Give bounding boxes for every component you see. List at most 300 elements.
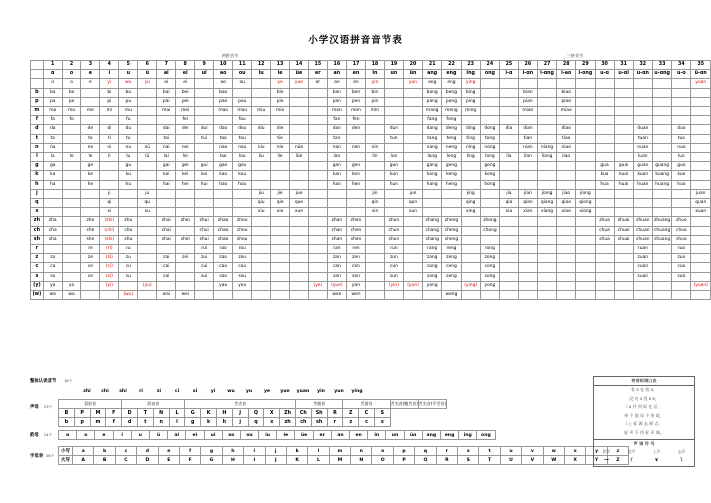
syllable-cell: nüe — [290, 143, 309, 152]
syllable-cell — [138, 235, 157, 244]
yunmu-item: ao — [222, 431, 240, 440]
zimu-lower: s — [458, 447, 479, 456]
syllable-cell — [366, 254, 385, 263]
syllable-cell: ɑ — [43, 79, 62, 88]
syllable-cell: tie — [271, 134, 290, 143]
section-label-left: 两拼音节 — [221, 53, 239, 58]
syllable-cell — [633, 97, 652, 106]
syllable-cell: huang — [652, 180, 671, 189]
shengmu-lower: d — [122, 418, 138, 427]
syllable-cell: lia — [500, 153, 519, 162]
syllable-cell — [176, 134, 195, 143]
shengmu-lower: sh — [311, 418, 327, 427]
syllable-cell: nou — [233, 143, 252, 152]
syllable-cell: nuo — [672, 143, 691, 152]
zimu-upper: Q — [415, 456, 436, 465]
final-header: u-ɑi — [614, 70, 633, 79]
syllable-cell: fen — [346, 116, 365, 125]
syllable-cell: geng — [442, 162, 461, 171]
syllable-cell — [652, 263, 671, 272]
syllable-cell: tou — [233, 134, 252, 143]
col-number: 14 — [290, 61, 309, 70]
syllable-cell: yong — [480, 281, 499, 290]
yunmu-item: ü — [149, 431, 167, 440]
syllable-cell: shuan — [633, 235, 652, 244]
syllable-cell: le — [81, 153, 100, 162]
initial-header: x — [31, 208, 44, 217]
syllable-cell — [595, 272, 614, 281]
syllable-cell: mei — [176, 107, 195, 116]
syllable-cell: zui — [195, 254, 214, 263]
syllable-cell: pi — [100, 97, 119, 106]
syllable-cell: sai — [157, 272, 176, 281]
syllable-cell — [195, 199, 214, 208]
syllable-cell: hai — [157, 180, 176, 189]
tone-rule-line: 单 个 韵 母 不 用 说， — [624, 412, 664, 418]
col-number: 28 — [557, 61, 576, 70]
syllable-cell — [346, 153, 365, 162]
syllable-cell — [43, 245, 62, 254]
syllable-cell: nu — [119, 143, 138, 152]
syllable-cell — [518, 272, 537, 281]
syllable-cell — [308, 199, 327, 208]
col-number: 21 — [423, 61, 442, 70]
syllable-cell: du — [119, 125, 138, 134]
syllable-cell — [138, 116, 157, 125]
zimu-upper: O — [372, 456, 393, 465]
syllable-cell — [595, 263, 614, 272]
syllable-cell — [308, 171, 327, 180]
syllable-cell: qing — [461, 199, 480, 208]
syllable-cell — [403, 116, 422, 125]
syllable-cell — [403, 217, 422, 226]
syllable-cell — [290, 263, 309, 272]
syllable-cell: sang — [423, 272, 442, 281]
zhengti-syllable: yun — [334, 389, 344, 394]
syllable-cell: za — [43, 254, 62, 263]
syllable-cell — [290, 281, 309, 290]
syllable-cell — [500, 226, 519, 235]
col-number: 31 — [614, 61, 633, 70]
syllable-cell — [308, 245, 327, 254]
syllable-cell: jie — [271, 189, 290, 198]
syllable-cell — [214, 199, 233, 208]
initial-header: k — [31, 171, 44, 180]
syllable-cell: tai — [157, 134, 176, 143]
syllable-cell — [100, 162, 119, 171]
syllable-cell: (chi) — [100, 226, 119, 235]
final-header: iu — [252, 70, 271, 79]
syllable-cell: qi — [100, 199, 119, 208]
syllable-cell — [652, 189, 671, 198]
syllable-cell — [652, 208, 671, 217]
shengmu-lower: q — [248, 418, 264, 427]
syllable-cell — [403, 180, 422, 189]
syllable-cell: guo — [672, 162, 691, 171]
initial-header: sh — [31, 235, 44, 244]
syllable-cell — [252, 171, 271, 180]
final-header: ai — [157, 70, 176, 79]
syllable-cell — [557, 263, 576, 272]
syllable-cell: nong — [480, 143, 499, 152]
syllable-cell: jing — [461, 189, 480, 198]
syllable-cell: tun — [384, 134, 403, 143]
syllable-cell: neng — [442, 143, 461, 152]
syllable-cell — [366, 235, 385, 244]
syllable-cell — [500, 245, 519, 254]
syllable-cell — [138, 88, 157, 97]
final-header: er — [308, 70, 327, 79]
syllable-cell — [384, 107, 403, 116]
syllable-cell: duan — [633, 125, 652, 134]
syllable-cell: xuan — [691, 208, 711, 217]
syllable-cell: ma — [43, 107, 62, 116]
syllable-cell: chai — [157, 226, 176, 235]
syllable-cell: chen — [346, 226, 365, 235]
syllable-cell: na — [43, 143, 62, 152]
syllable-cell — [500, 143, 519, 152]
syllable-cell — [500, 254, 519, 263]
syllable-cell — [576, 143, 595, 152]
syllable-cell — [271, 254, 290, 263]
syllable-cell — [518, 217, 537, 226]
shengmu-upper: L — [169, 409, 185, 418]
syllable-cell — [233, 189, 252, 198]
syllable-cell: chuan — [633, 226, 652, 235]
syllable-cell: bao — [214, 88, 233, 97]
syllable-cell — [691, 272, 711, 281]
syllable-cell — [576, 281, 595, 290]
syllable-cell — [557, 235, 576, 244]
syllable-cell — [652, 254, 671, 263]
syllable-cell: pin — [366, 97, 385, 106]
syllable-cell — [271, 162, 290, 171]
col-number: 17 — [346, 61, 365, 70]
syllable-cell: kuai — [614, 171, 633, 180]
syllable-cell — [62, 245, 81, 254]
zhengti-syllable: yue — [280, 389, 290, 394]
syllable-cell: ping — [461, 97, 480, 106]
syllable-cell — [672, 208, 691, 217]
shengmu-lower: ch — [295, 418, 311, 427]
syllable-cell — [576, 291, 595, 300]
syllable-cell: yao — [214, 281, 233, 290]
syllable-cell — [576, 171, 595, 180]
final-header: üe — [290, 70, 309, 79]
initial-header: ch — [31, 226, 44, 235]
syllable-cell — [308, 189, 327, 198]
syllable-cell: fu — [119, 116, 138, 125]
syllable-cell — [308, 180, 327, 189]
shengmu-lower: k — [201, 418, 217, 427]
syllable-cell: lie — [271, 153, 290, 162]
syllable-cell — [423, 199, 442, 208]
syllable-cell — [366, 291, 385, 300]
syllable-cell — [252, 226, 271, 235]
syllable-cell: lun — [384, 153, 403, 162]
syllable-cell: nian — [518, 143, 537, 152]
syllable-cell — [138, 291, 157, 300]
syllable-cell — [195, 97, 214, 106]
syllable-cell — [537, 134, 556, 143]
yunmu-item: ong — [477, 431, 495, 440]
syllable-cell: dai — [157, 125, 176, 134]
syllable-cell: long — [480, 153, 499, 162]
syllable-cell: huo — [672, 180, 691, 189]
syllable-cell: hua — [595, 180, 614, 189]
syllable-cell — [195, 116, 214, 125]
initial-header: m — [31, 107, 44, 116]
tone-name: 去声 — [677, 449, 686, 454]
syllable-cell: sao — [214, 272, 233, 281]
syllable-cell: xun — [403, 208, 422, 217]
syllable-cell: yan — [346, 281, 365, 290]
syllable-cell: kou — [233, 171, 252, 180]
syllable-cell: lüe — [290, 153, 309, 162]
syllable-cell: hong — [480, 180, 499, 189]
initial-header: p — [31, 97, 44, 106]
final-header: ün — [403, 70, 422, 79]
syllable-cell: ruan — [633, 245, 652, 254]
syllable-cell — [62, 189, 81, 198]
syllable-cell — [138, 125, 157, 134]
syllable-cell — [346, 208, 365, 217]
zimu-lower: k — [286, 447, 307, 456]
initial-header: t — [31, 134, 44, 143]
syllable-cell: liu — [252, 153, 271, 162]
syllable-cell: san — [327, 272, 346, 281]
syllable-cell — [595, 88, 614, 97]
shengmu-upper: H — [216, 409, 232, 418]
syllable-cell: qiong — [576, 199, 595, 208]
syllable-cell: luo — [672, 153, 691, 162]
syllable-cell: dui — [195, 125, 214, 134]
final-header: ao — [214, 70, 233, 79]
yunmu-item: ing — [459, 431, 477, 440]
shengmu-upper: Sh — [311, 409, 327, 418]
tone-rule-line: 有 ɑ 先 找 ɑ， — [630, 387, 658, 392]
col-number: 4 — [100, 61, 119, 70]
syllable-cell: she — [81, 235, 100, 244]
final-header: ing — [461, 70, 480, 79]
syllable-cell: cun — [384, 263, 403, 272]
syllable-cell — [138, 217, 157, 226]
zimu-upper: T — [479, 456, 500, 465]
col-number: 11 — [233, 61, 252, 70]
yunmu-label: 韵母 — [30, 433, 39, 438]
syllable-cell: huai — [614, 180, 633, 189]
syllable-cell: guai — [614, 162, 633, 171]
syllable-cell — [366, 245, 385, 254]
syllable-cell: ce — [81, 263, 100, 272]
syllable-cell: hun — [384, 180, 403, 189]
syllable-cell: wa — [43, 291, 62, 300]
syllable-cell: chuang — [652, 226, 671, 235]
syllable-cell — [518, 281, 537, 290]
zimu-lower: q — [415, 447, 436, 456]
syllable-cell: shei — [176, 235, 195, 244]
syllable-cell — [157, 245, 176, 254]
syllable-cell: bu — [119, 88, 138, 97]
syllable-cell — [403, 226, 422, 235]
syllable-cell — [576, 254, 595, 263]
syllable-cell — [500, 107, 519, 116]
syllable-cell — [614, 153, 633, 162]
col-number: 35 — [691, 61, 711, 70]
final-header: i — [100, 70, 119, 79]
syllable-cell: li — [100, 153, 119, 162]
syllable-cell — [461, 291, 480, 300]
syllable-cell — [595, 245, 614, 254]
syllable-cell: dan — [327, 125, 346, 134]
syllable-cell — [652, 88, 671, 97]
syllable-cell — [176, 272, 195, 281]
syllable-cell — [138, 245, 157, 254]
syllable-cell: e — [81, 79, 100, 88]
syllable-cell: cang — [423, 263, 442, 272]
syllable-cell: lao — [214, 153, 233, 162]
syllable-cell — [62, 263, 81, 272]
syllable-cell — [480, 97, 499, 106]
syllable-cell — [138, 272, 157, 281]
syllable-cell: shuang — [652, 235, 671, 244]
syllable-cell — [308, 107, 327, 116]
syllable-cell: suan — [633, 272, 652, 281]
syllable-cell — [138, 107, 157, 116]
syllable-cell — [576, 272, 595, 281]
syllable-cell — [119, 189, 138, 198]
shengmu-table — [58, 399, 447, 427]
col-number: 25 — [500, 61, 519, 70]
syllable-cell — [62, 199, 81, 208]
syllable-cell: zun — [384, 254, 403, 263]
syllable-cell: rong — [480, 245, 499, 254]
yunmu-item: iu — [259, 431, 277, 440]
syllable-cell: gai — [157, 162, 176, 171]
shengmu-upper: B — [59, 409, 75, 418]
syllable-cell: qiao — [557, 199, 576, 208]
syllable-cell: bo — [62, 88, 81, 97]
syllable-cell: zhuan — [633, 217, 652, 226]
syllable-cell — [384, 79, 403, 88]
zimu-lower: j — [265, 447, 286, 456]
syllable-cell: fang — [423, 116, 442, 125]
zimu-lower: c — [115, 447, 136, 456]
initial-header: (w) — [31, 291, 44, 300]
zhengti-count: 16个 — [64, 379, 73, 383]
syllable-cell — [403, 263, 422, 272]
syllable-cell: zhuang — [652, 217, 671, 226]
syllable-cell — [500, 171, 519, 180]
syllable-cell: yi — [100, 79, 119, 88]
syllable-cell — [537, 171, 556, 180]
tone-rule-line: i 上 标 调 去 掉 点， — [625, 421, 663, 427]
syllable-cell: sui — [195, 272, 214, 281]
syllable-cell — [195, 143, 214, 152]
syllable-cell: xiang — [537, 208, 556, 217]
syllable-cell: dao — [214, 125, 233, 134]
syllable-cell: sun — [384, 272, 403, 281]
syllable-cell: kuang — [652, 171, 671, 180]
syllable-cell: lü — [138, 153, 157, 162]
syllable-cell — [537, 226, 556, 235]
syllable-cell — [461, 226, 480, 235]
syllable-cell: gui — [195, 162, 214, 171]
syllable-cell — [557, 79, 576, 88]
syllable-cell — [576, 88, 595, 97]
syllable-cell — [614, 199, 633, 208]
syllable-cell: cai — [157, 263, 176, 272]
shengmu-upper: Z — [343, 409, 359, 418]
shengmu-upper: S — [374, 409, 390, 418]
syllable-cell: pang — [423, 97, 442, 106]
final-header: i-ao — [557, 70, 576, 79]
syllable-cell — [614, 189, 633, 198]
syllable-cell: sha — [43, 235, 62, 244]
shengmu-lower: b — [59, 418, 75, 427]
tone-rule-title: 拼音标调口诀 — [594, 377, 694, 386]
syllable-cell: shuai — [614, 235, 633, 244]
syllable-cell: yang — [423, 281, 442, 290]
syllable-cell: ku — [119, 171, 138, 180]
syllable-cell: da — [43, 125, 62, 134]
shengmu-lower: n — [153, 418, 169, 427]
syllable-cell — [614, 245, 633, 254]
syllable-cell — [308, 116, 327, 125]
syllable-cell: zhu — [119, 217, 138, 226]
syllable-cell — [195, 88, 214, 97]
syllable-cell: zha — [43, 217, 62, 226]
syllable-cell — [652, 134, 671, 143]
shengmu-group-label: 唇齿音 — [122, 400, 185, 409]
syllable-cell — [595, 125, 614, 134]
syllable-cell — [691, 226, 711, 235]
shengmu-upper: Zh — [280, 409, 296, 418]
syllable-cell — [308, 272, 327, 281]
syllable-cell: kai — [157, 171, 176, 180]
syllable-cell: lou — [233, 153, 252, 162]
zimu-lower: y — [586, 447, 607, 456]
syllable-cell — [43, 208, 62, 217]
syllable-cell: ne — [81, 143, 100, 152]
syllable-cell — [652, 97, 671, 106]
syllable-cell — [308, 97, 327, 106]
syllable-cell — [423, 189, 442, 198]
syllable-cell: jiong — [576, 189, 595, 198]
syllable-cell — [214, 189, 233, 198]
syllable-cell — [537, 291, 556, 300]
syllable-cell — [518, 263, 537, 272]
zimu-lower: h — [222, 447, 243, 456]
syllable-cell: gang — [423, 162, 442, 171]
syllable-cell — [537, 125, 556, 134]
syllable-cell: gan — [327, 162, 346, 171]
syllable-cell — [691, 217, 711, 226]
syllable-cell: guan — [633, 162, 652, 171]
syllable-cell: kua — [595, 171, 614, 180]
syllable-cell: sen — [346, 272, 365, 281]
syllable-cell — [595, 107, 614, 116]
syllable-cell — [384, 88, 403, 97]
syllable-cell — [290, 116, 309, 125]
syllable-cell: ke — [81, 171, 100, 180]
zimu-upper: H — [222, 456, 243, 465]
syllable-cell — [327, 208, 346, 217]
col-number: 3 — [81, 61, 100, 70]
syllable-cell — [461, 263, 480, 272]
shengmu-lower: z — [343, 418, 359, 427]
final-header: i-ɑn — [518, 70, 537, 79]
